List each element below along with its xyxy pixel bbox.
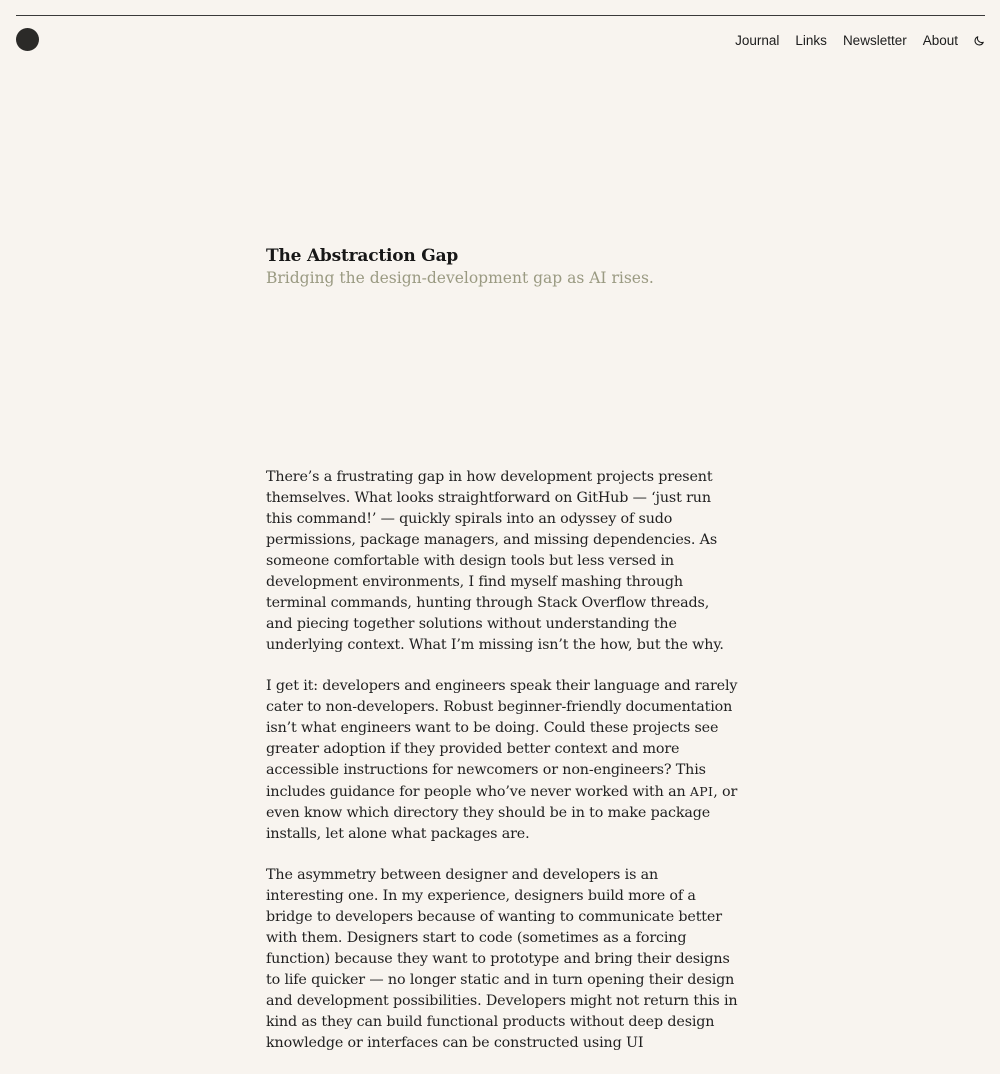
paragraph-3: The asymmetry between designer and developers is an interesting one. In my experience, designers build more of a bridge to developers because of wanting to communicate better with them. Designers start to code (sometimes as a forcing function) because they want to prototype and bring their designs to life quicker — no longer static and in turn opening their design and development possibilities. Developers might not return this in kind as they can build functional products without deep design knowledge or interfaces can be constructed using UI — [266, 867, 738, 1051]
moon-icon[interactable] — [972, 35, 985, 48]
article-body — [266, 467, 738, 1074]
nav-links[interactable]: Links — [795, 33, 827, 48]
top-divider — [16, 15, 985, 16]
post-header — [266, 245, 736, 289]
nav-about[interactable]: About — [922, 33, 958, 48]
post-title: The Abstraction Gap — [266, 246, 459, 266]
nav-journal[interactable]: Journal — [735, 33, 780, 48]
paragraph-2-text-a: I get it: developers and engineers speak their language and rarely cater to non-developers. Robust beginner-friendly documentation isn’t what engineers want to be doing. Could these projects see greater adoption if they provided better context and more accessible instructions for newcomers or non-engineers? This includes guidance for people who’ve never worked with an — [266, 678, 738, 800]
paragraph-2 — [266, 676, 738, 845]
paragraph-2-text-b: , or even know which directory they should be in to make package installs, let alone what packages are. — [266, 784, 738, 842]
site-logo[interactable] — [16, 28, 39, 51]
nav-newsletter[interactable]: Newsletter — [842, 33, 907, 48]
site-header — [16, 28, 985, 54]
api-abbreviation: API — [689, 784, 714, 799]
post-subtitle: Bridging the design-development gap as AI rises. — [266, 269, 654, 287]
main-nav — [735, 31, 985, 51]
paragraph-1: There’s a frustrating gap in how development projects present themselves. What looks straightforward on GitHub — ‘just run this command!’ — quickly spirals into an odyssey of sudo permissions, package managers, and missing dependencies. As someone comfortable with design tools but less versed in development environments, I find myself mashing through terminal commands, hunting through Stack Overflow threads, and piecing together solutions without understanding the underlying context. What I’m missing isn’t the how, but the why. — [266, 469, 724, 653]
